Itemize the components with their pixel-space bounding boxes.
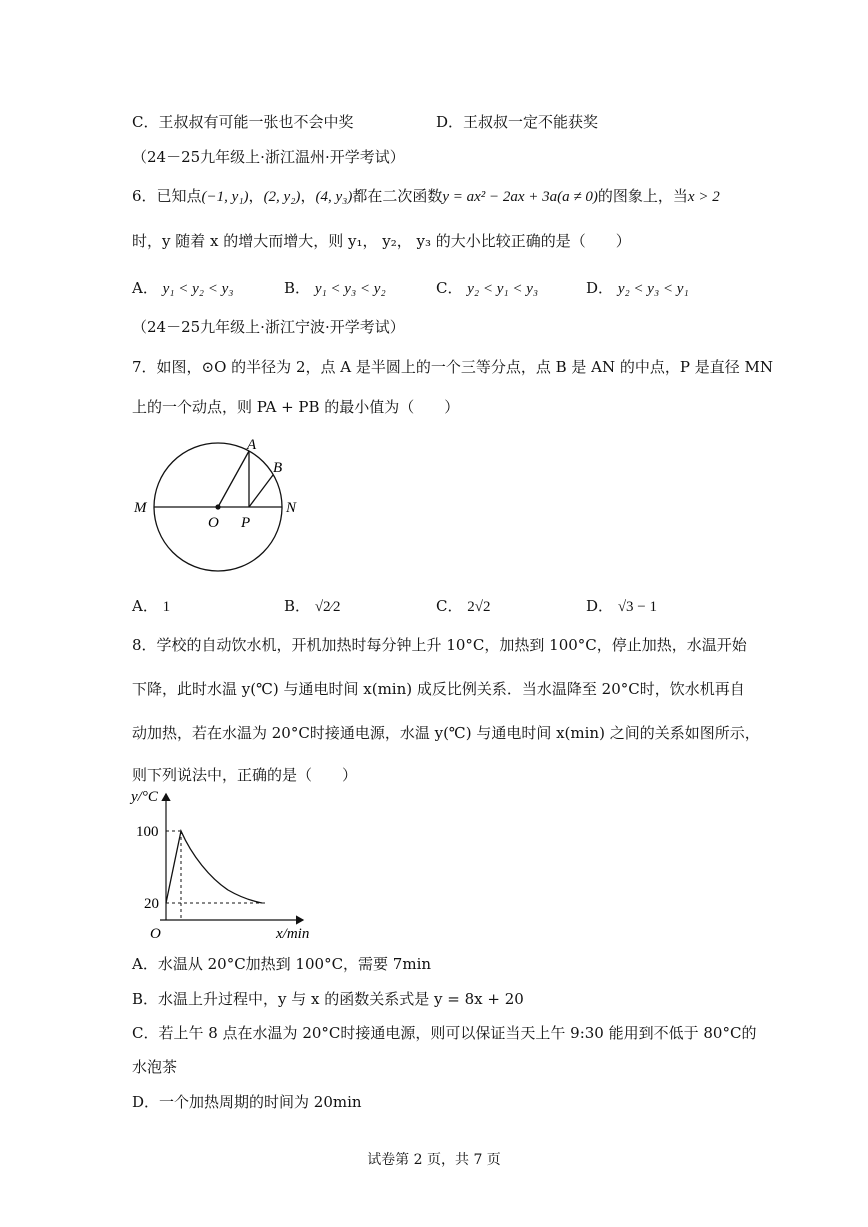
q7-line2: 上的一个动点，则 PA + PB 的最小值为（ ） [132,398,460,416]
q6-point3: (4, y₃) [315,189,353,205]
label-p: P [241,515,251,531]
label-b: B [273,460,283,476]
q6-option-c: C． y₂ < y₁ < y₃ [436,279,539,297]
q8-option-b: B．水温上升过程中，y 与 x 的函数关系式是 y = 8x + 20 [132,990,524,1008]
q8-option-a: A．水温从 20°C加热到 100°C，需要 7min [132,955,432,973]
q7-line1: 7．如图，⊙O 的半径为 2，点 A 是半圆上的一个三等分点，点 B 是 AN 的中点，P 是直径 MN [132,358,774,376]
q5-option-c: C．王叔叔有可能一张也不会中奖 [132,113,354,131]
q8-option-c-line2: 水泡茶 [132,1058,178,1076]
q8-option-d: D．一个加热周期的时间为 20min [132,1093,362,1111]
q5-option-d: D．王叔叔一定不能获奖 [436,113,599,131]
label-n: N [286,500,297,516]
label-a: A [247,437,257,453]
label-m: M [134,500,147,516]
q6-prefix: 6．已知点 [132,187,202,205]
q6-point1: (−1, y₁) [201,189,249,205]
q7-source: （24－25九年级上·浙江宁波·开学考试） [132,318,405,336]
q6-option-b: B． y₁ < y₃ < y₂ [284,279,386,297]
q8-line1: 8．学校的自动饮水机，开机加热时每分钟上升 10°C，加热到 100°C，停止加热，水温开始 [132,636,747,654]
segment-oa [218,451,249,507]
segment-pb [249,475,273,507]
q8-option-c-line1: C．若上午 8 点在水温为 20°C时接通电源，则可以保证当天上午 9:30 能用到不低于 80°C的 [132,1024,757,1042]
q6-point2: (2, y₂) [263,189,301,205]
q7-option-b: B． √2⁄2 [284,597,341,615]
q6-line2: 时，y 随着 x 的增大而增大，则 y₁， y₂， y₃ 的大小比较正确的是（ ） [132,232,631,250]
q6-option-d: D． y₂ < y₃ < y₁ [586,279,689,297]
page-footer: 试卷第 2 页，共 7 页 [367,1152,501,1168]
q6-line1: 6．已知点(−1, y₁)，(2, y₂)，(4, y₃)都在二次函数y = ax² − 2ax + 3a(a ≠ 0)的图象上，当x > 2 [132,187,720,205]
graph-ylabel: y/°C [131,789,158,805]
q8-line4: 则下列说法中，正确的是（ ） [132,766,358,784]
graph-label-100: 100 [136,824,159,840]
q8-temperature-graph [128,786,328,946]
q8-line3: 动加热，若在水温为 20°C时接通电源，水温 y(℃) 与通电时间 x(min) 之间的关系如图所示， [132,724,760,742]
label-o: O [208,515,219,531]
q6-function: y = ax² − 2ax + 3a(a ≠ 0) [442,189,598,205]
q6-mid: 都在二次函数 [352,187,443,205]
q7-circle-figure [128,432,318,582]
q6-option-a: A． y₁ < y₂ < y₃ [132,279,234,297]
q7-option-a: A． 1 [132,597,171,615]
q7-option-d: D． √3 − 1 [586,597,658,615]
graph-xlabel: x/min [276,926,310,942]
graph-origin: O [150,926,161,942]
graph-label-20: 20 [144,896,159,912]
q8-line2: 下降，此时水温 y(℃) 与通电时间 x(min) 成反比例关系．当水温降至 20°C时，饮水机再自 [132,680,745,698]
center-dot [215,504,220,509]
q6-source: （24－25九年级上·浙江温州·开学考试） [132,148,405,166]
q6-condition: x > 2 [687,189,720,205]
q7-option-c: C． 2√2 [436,597,491,615]
temperature-curve [166,831,262,903]
q6-suffix: 的图象上，当 [597,187,688,205]
